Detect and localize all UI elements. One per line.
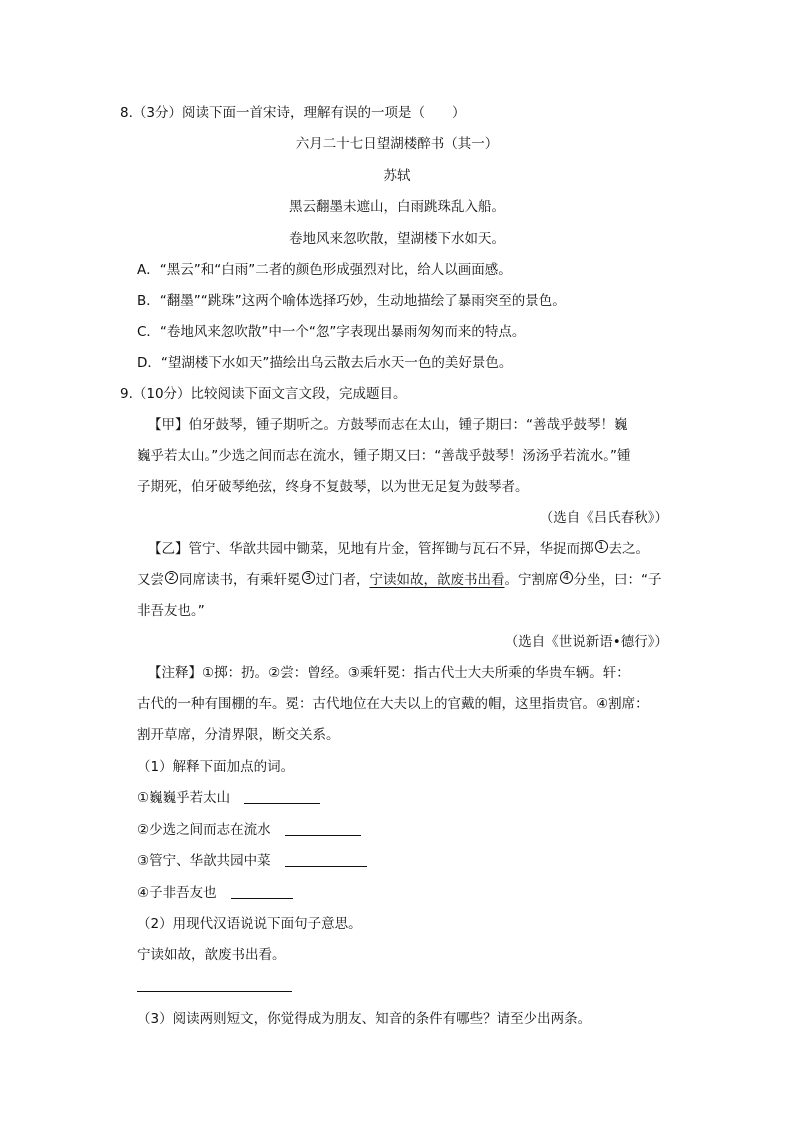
q9-stem: 9.（10分）比较阅读下面文言文段，完成题目。	[120, 386, 407, 402]
sub-question-1-item-2	[137, 820, 361, 840]
sub-question-3-stem: （3）阅读两则短文，你觉得成为朋友、知音的条件有哪些？请至少出两条。	[137, 1011, 592, 1027]
passage-yi-line-3: 非吾友也。”	[137, 603, 205, 619]
passage-jia-line-1: 【甲】伯牙鼓琴，锺子期听之。方鼓琴而志在太山，锺子期曰：“善哉乎鼓琴！巍	[148, 417, 628, 433]
yi-line-2-part-d: 。宁割席	[504, 572, 559, 588]
item-3-text: ③管宁、华歆共园中菜	[137, 853, 271, 869]
yi-line-2-part-c: 过门者，	[315, 572, 370, 588]
footnote-4-marker: 4	[560, 571, 573, 584]
q8-stem: 8.（3分）阅读下面一首宋诗，理解有误的一项是（ ）	[120, 105, 466, 121]
sub-question-1-item-1	[137, 788, 320, 808]
poem-title: 六月二十七日望湖楼醉书（其一）	[295, 136, 499, 152]
passage-yi-line-2	[137, 570, 662, 590]
notes-line-2: 古代的一种有围棚的车。冕：古代地位在大夫以上的官戴的帽，这里指贵官。④割席：	[137, 696, 649, 712]
item-4-text: ④子非吾友也	[137, 885, 217, 901]
yi-line-2-part-b: 同席读书，有乘轩冕	[179, 572, 301, 588]
option-b: B．“翻墨”“跳珠”这两个喻体选择巧妙，生动地描绘了暴雨突至的景色。	[137, 293, 566, 309]
footnote-2-marker: 2	[165, 571, 178, 584]
yi-line-1-tail: 去之。	[608, 541, 649, 557]
sub-question-1-stem: （1）解释下面加点的词。	[137, 759, 295, 775]
option-a: A．“黑云”和“白雨”二者的颜色形成强烈对比，给人以画面感。	[137, 262, 512, 278]
passage-yi-source: （选自《世说新语•德行》）	[504, 634, 668, 650]
answer-blank-4[interactable]	[231, 884, 293, 899]
yi-line-2-part-e: 分坐，曰：“子	[573, 572, 662, 588]
passage-jia-line-2: 巍乎若太山。”少选之间而志在流水，锺子期又曰：“善哉乎鼓琴！汤汤乎若流水。”锺	[137, 448, 631, 464]
sub-question-2-stem: （2）用现代汉语说说下面句子意思。	[137, 916, 362, 932]
poem-line-1: 黑云翻墨未遮山，白雨跳珠乱入船。	[289, 199, 505, 215]
option-c: C．“卷地风来忽吹散”中一个“忽”字表现出暴雨匆匆而来的特点。	[137, 324, 526, 340]
notes-line-1: 【注释】①掷：扔。②尝：曾经。③乘轩冕：指古代士大夫所乘的华贵车辆。轩：	[148, 665, 630, 681]
passage-yi-line-1	[148, 539, 649, 559]
sub-question-1-item-4	[137, 883, 293, 903]
passage-jia-source: （选自《吕氏春秋》）	[539, 510, 668, 526]
yi-line-2-part-a: 又尝	[137, 572, 164, 588]
underlined-sentence: 宁读如故，歆废书出看	[369, 572, 505, 588]
poem-line-2: 卷地风来忽吹散，望湖楼下水如天。	[289, 231, 505, 247]
item-2-text: ②少选之间而志在流水	[137, 822, 271, 838]
answer-blank-3[interactable]	[285, 852, 367, 867]
answer-line-2[interactable]	[137, 991, 292, 992]
footnote-3-marker: 3	[302, 571, 315, 584]
footnote-1-marker: 1	[595, 540, 608, 553]
answer-blank-1[interactable]	[244, 789, 320, 804]
notes-line-3: 割开草席，分清界限，断交关系。	[137, 727, 340, 743]
poem-author: 苏轼	[383, 168, 411, 184]
passage-jia-line-3: 子期死，伯牙破琴绝弦，终身不复鼓琴，以为世无足复为鼓琴者。	[137, 479, 529, 495]
option-d: D．“望湖楼下水如天”描绘出乌云散去后水天一色的美好景色。	[137, 355, 513, 371]
item-1-text: ①巍巍乎若太山	[137, 790, 231, 806]
yi-line-1-text: 【乙】管宁、华歆共园中锄菜，见地有片金，管挥锄与瓦石不异，华捉而掷	[148, 541, 594, 557]
sub-question-2-sentence: 宁读如故，歆废书出看。	[137, 947, 286, 963]
answer-blank-2[interactable]	[285, 821, 361, 836]
sub-question-1-item-3	[137, 851, 367, 871]
